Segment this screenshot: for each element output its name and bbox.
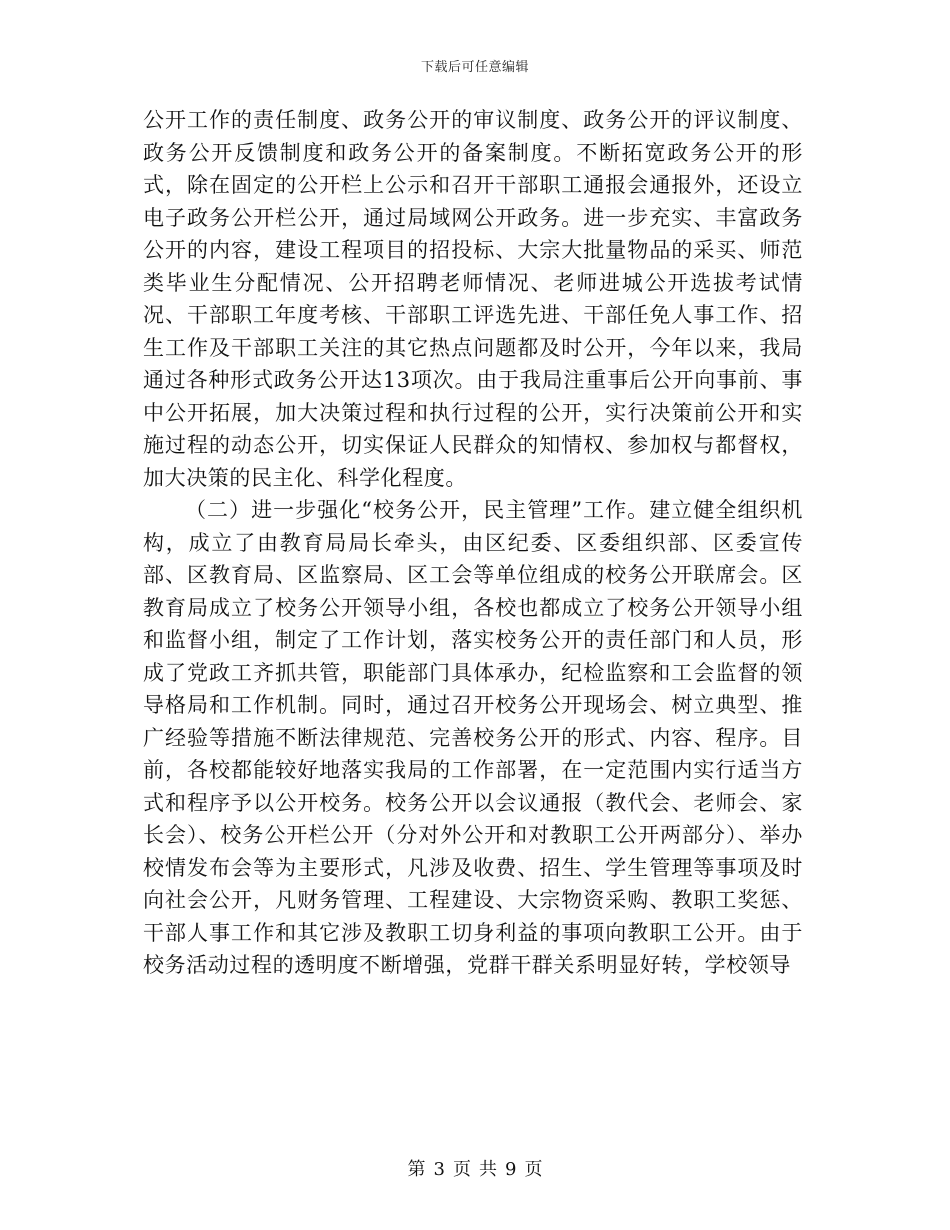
- header-note: 下载后可任意编辑: [420, 60, 529, 75]
- footer-suffix: 页: [524, 1159, 543, 1180]
- footer-prefix: 第: [407, 1159, 426, 1180]
- paragraph-2: （二）进一步强化“校务公开，民主管理”工作。建立健全组织机构，成立了由教育局局长牵头，由区纪委、区委组织部、区委宣传部、区教育局、区监察局、区工会等单位组成的校务公开联席会。区教育局成立了校务公开领导小组，各校也都成立了校务公开领导小组和监督小组，制定了工作计划，落实校务公开的责任部门和人员，形成了党政工齐抓共管，职能部门具体承办，纪检监察和工会监督的领导格局和工作机制。同时，通过召开校务公开现场会、树立典型、推广经验等措施不断法律规范、完善校务公开的形式、内容、程序。目前，各校都能较好地落实我局的工作部署，在一定范围内实行适当方式和程序予以公开校务。校务公开以会议通报（教代会、老师会、家长会）、校务公开栏公开（分对外公开和对教职工公开两部分）、举办校情发布会等为主要形式，凡涉及收费、招生、学生管理等事项及时向社会公开，凡财务管理、工程建设、大宗物资采购、教职工奖惩、干部人事工作和其它涉及教职工切身利益的事项向教职工公开。由于校务活动过程的透明度不断增强，党群干群关系明显好转，学校领导: [143, 498, 803, 977]
- footer-page-word: 页: [453, 1159, 471, 1180]
- footer-current-page: 3: [433, 1159, 445, 1180]
- footer-total-pages: 9: [505, 1159, 517, 1180]
- document-body: [143, 104, 803, 982]
- paragraph-1: 公开工作的责任制度、政务公开的审议制度、政务公开的评议制度、政务公开反馈制度和政务公开的备案制度。不断拓宽政务公开的形式，除在固定的公开栏上公示和召开干部职工通报会通报外，还设立电子政务公开栏公开，通过局域网公开政务。进一步充实、丰富政务公开的内容，建设工程项目的招投标、大宗大批量物品的采买、师范类毕业生分配情况、公开招聘老师情况、老师进城公开选拔考试情况、干部职工年度考核、干部职工评选先进、干部任免人事工作、招生工作及干部职工关注的其它热点问题都及时公开，今年以来，我局通过各种形式政务公开达13项次。由于我局注重事后公开向事前、事中公开拓展，加大决策过程和执行过程的公开，实行决策前公开和实施过程的动态公开，切实保证人民群众的知情权、参加权与都督权，加大决策的民主化、科学化程度。: [143, 108, 803, 490]
- page-number-footer: [0, 1155, 950, 1181]
- footer-total-word: 共: [479, 1159, 497, 1180]
